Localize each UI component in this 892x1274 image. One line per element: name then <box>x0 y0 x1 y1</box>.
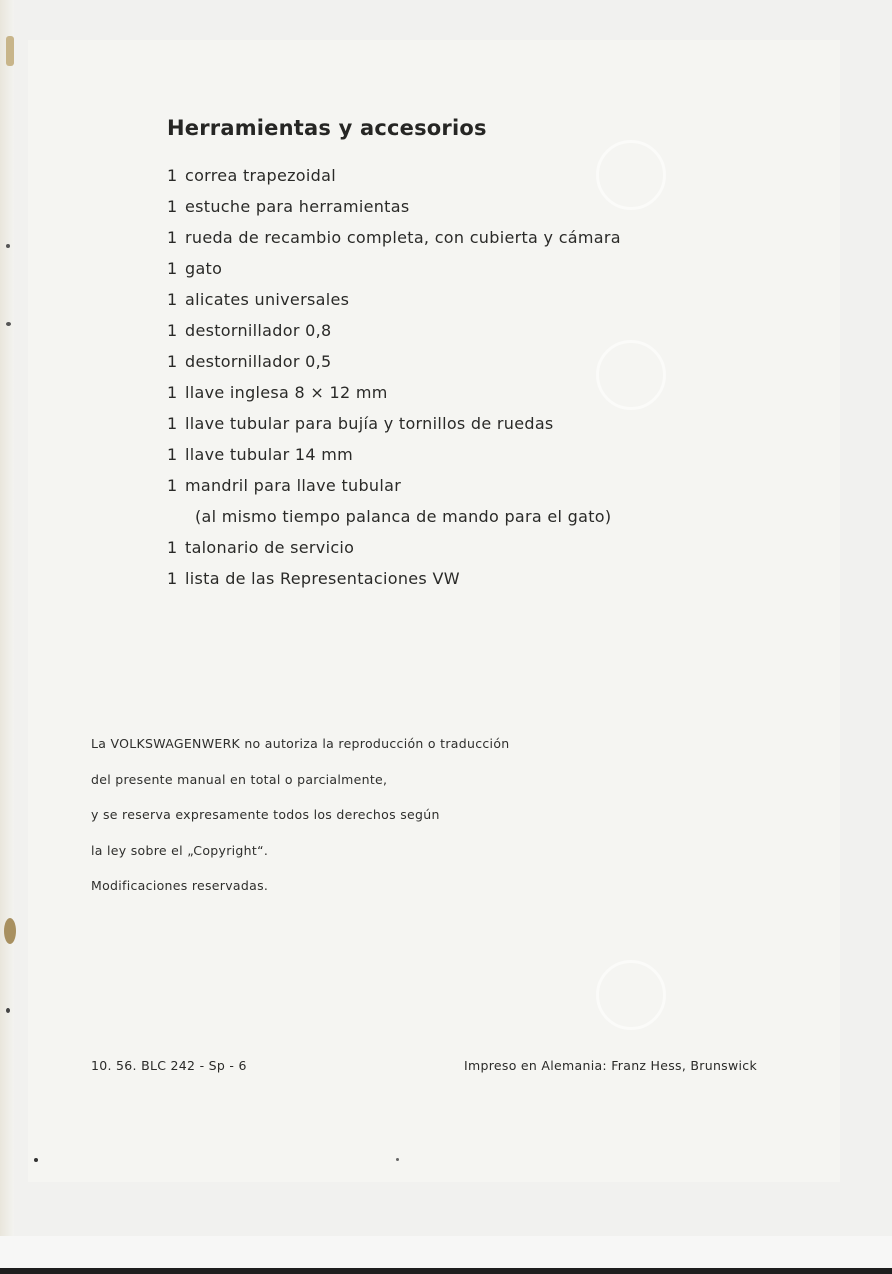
item-quantity: 1 <box>167 352 178 371</box>
list-item <box>167 315 621 346</box>
speck-mark <box>6 322 11 326</box>
list-item <box>167 253 621 284</box>
speck-mark <box>396 1158 399 1161</box>
item-text: talonario de servicio <box>185 538 355 557</box>
page-title: Herramientas y accesorios <box>167 116 487 140</box>
item-quantity: 1 <box>167 228 178 247</box>
item-quantity: 1 <box>167 321 178 340</box>
list-item <box>167 377 621 408</box>
list-item <box>167 563 621 594</box>
item-text: destornillador 0,5 <box>185 352 332 371</box>
printer-imprint: Impreso en Alemania: Franz Hess, Brunswick <box>464 1058 757 1073</box>
item-quantity: 1 <box>167 476 178 495</box>
item-quantity: 1 <box>167 445 178 464</box>
list-item <box>167 222 621 253</box>
item-quantity: 1 <box>167 569 178 588</box>
scan-border <box>0 1268 892 1274</box>
speck-mark <box>6 1008 10 1013</box>
item-quantity: 1 <box>167 383 178 402</box>
list-item-continuation <box>167 501 621 532</box>
list-item <box>167 532 621 563</box>
notice-line: La VOLKSWAGENWERK no autoriza la reproducción o traducción <box>91 736 510 751</box>
item-quantity: 1 <box>167 538 178 557</box>
item-text: alicates universales <box>185 290 350 309</box>
notice-line: la ley sobre el „Copyright“. <box>91 842 269 858</box>
speck-mark <box>34 1158 38 1162</box>
copyright-notice <box>91 729 510 907</box>
item-text: llave inglesa 8 × 12 mm <box>185 383 388 402</box>
item-text: (al mismo tiempo palanca de mando para el gato) <box>195 507 612 526</box>
list-item <box>167 439 621 470</box>
item-text: destornillador 0,8 <box>185 321 332 340</box>
item-quantity: 1 <box>167 259 178 278</box>
item-text: llave tubular 14 mm <box>185 445 354 464</box>
list-item <box>167 470 621 501</box>
list-item <box>167 284 621 315</box>
list-item <box>167 346 621 377</box>
list-item <box>167 408 621 439</box>
item-text: rueda de recambio completa, con cubierta y cámara <box>185 228 621 247</box>
accessories-list <box>167 160 621 594</box>
notice-line: y se reserva expresamente todos los derechos según <box>91 807 440 822</box>
item-quantity <box>177 501 195 532</box>
item-quantity: 1 <box>167 290 178 309</box>
item-text: lista de las Representaciones VW <box>185 569 460 588</box>
notice-line: del presente manual en total o parcialmente, <box>91 771 388 787</box>
item-quantity: 1 <box>167 166 178 185</box>
item-text: mandril para llave tubular <box>185 476 402 495</box>
vw-watermark-icon <box>596 960 666 1030</box>
stain-mark <box>6 36 14 66</box>
print-code: 10. 56. BLC 242 - Sp - 6 <box>91 1058 247 1073</box>
item-text: estuche para herramientas <box>185 197 410 216</box>
page-left-edge <box>0 0 14 1236</box>
item-text: llave tubular para bujía y tornillos de ruedas <box>185 414 554 433</box>
item-text: gato <box>185 259 223 278</box>
list-item <box>167 191 621 222</box>
item-quantity: 1 <box>167 197 178 216</box>
item-text: correa trapezoidal <box>185 166 336 185</box>
notice-line: Modificaciones reservadas. <box>91 878 269 893</box>
stain-mark <box>4 918 16 944</box>
item-quantity: 1 <box>167 414 178 433</box>
list-item <box>167 160 621 191</box>
speck-mark <box>6 244 10 248</box>
